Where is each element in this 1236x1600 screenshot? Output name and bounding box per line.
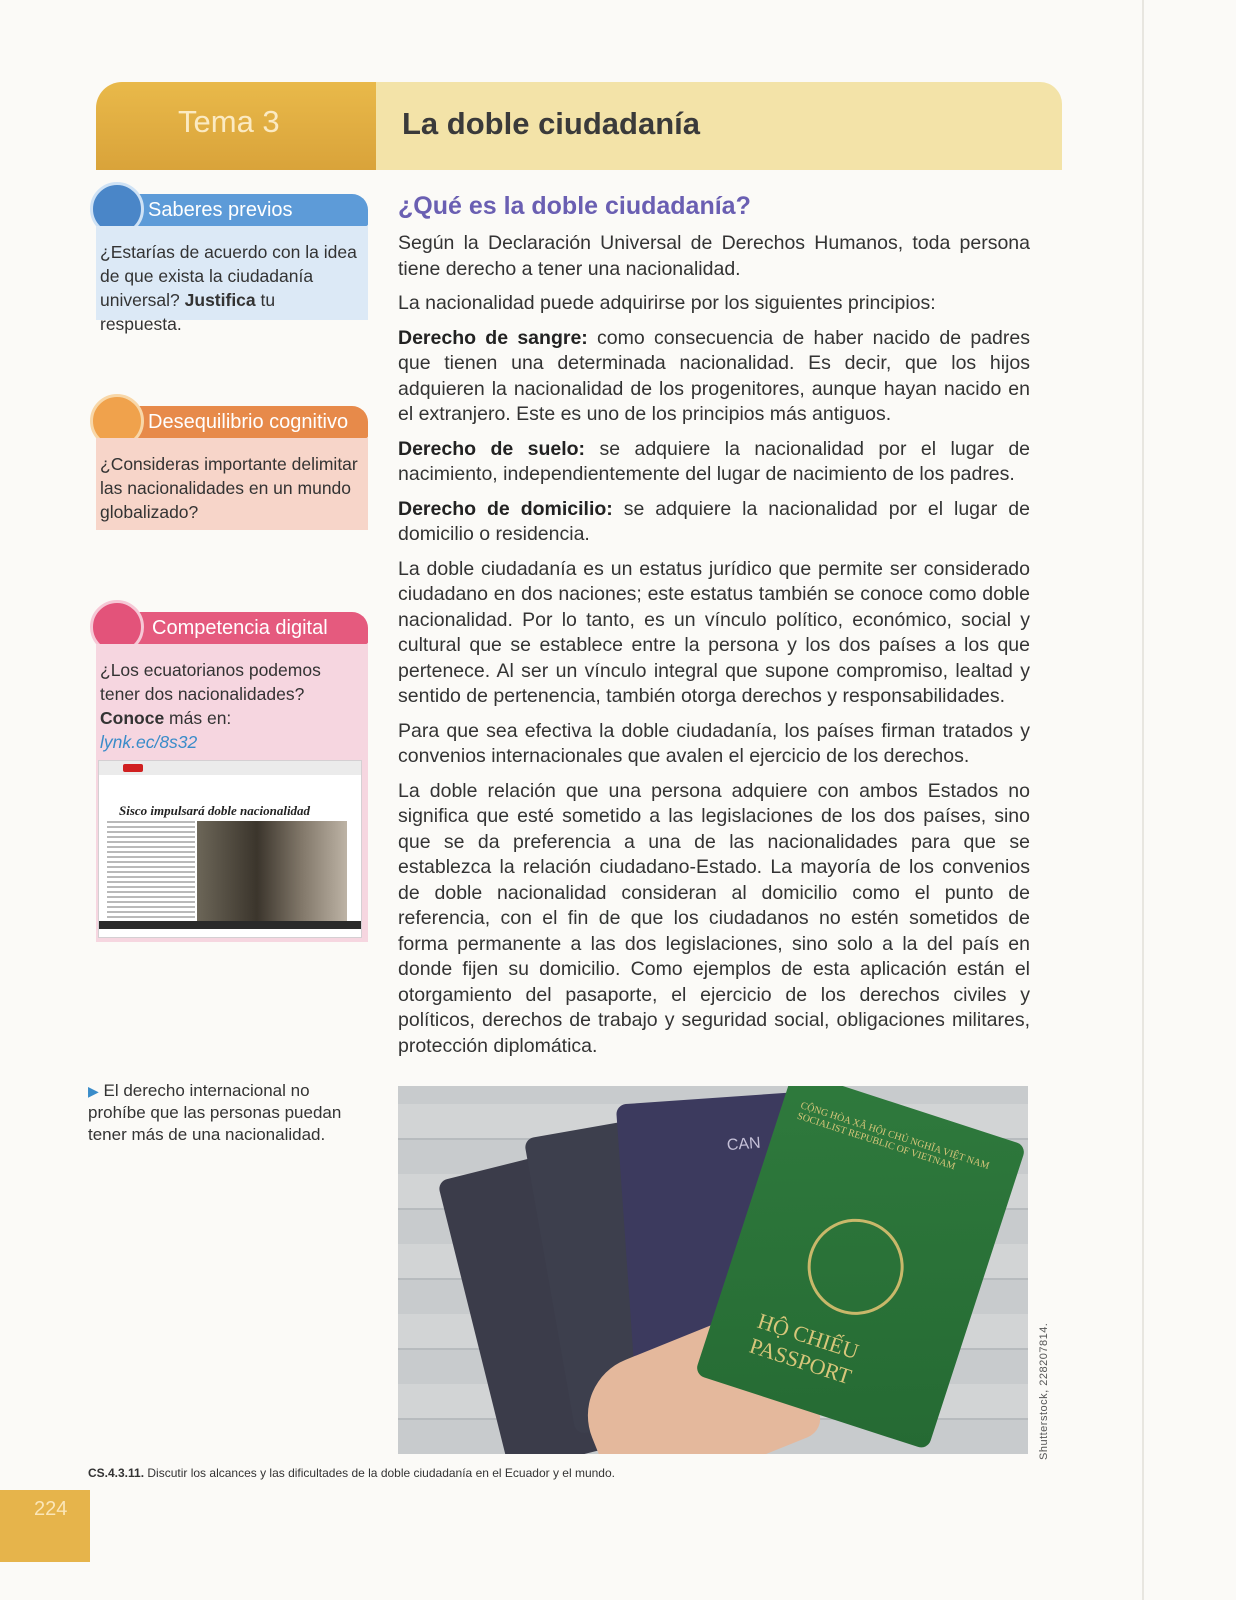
- page-number-block: [0, 1490, 90, 1562]
- header-band: [96, 82, 1062, 170]
- tema-label-block: [96, 82, 376, 170]
- section-heading: ¿Qué es la doble ciudadanía?: [398, 192, 751, 220]
- triangle-bullet-icon: ▶: [88, 1083, 99, 1099]
- video-thumbnail[interactable]: [98, 760, 362, 938]
- footer-text: Discutir los alcances y las dificultades de la doble ciudadanía en el Ecuador y el mundo.: [144, 1466, 615, 1480]
- emblem-icon: [795, 1206, 916, 1327]
- p3-text: como consecuencia de haber nacido de padres que tienen una determinada nacionalidad. Es decir, que los hijos adquieren la nacionalidad de los progenitores, aunque hayan nacido en el extranjero. Este es uno de los principios más antiguos.: [398, 326, 1030, 425]
- paragraph-5: [398, 497, 1030, 548]
- competencia-text-post: más en:: [164, 708, 232, 728]
- side-note: [88, 1080, 358, 1146]
- passport-vietnam-label: HỘ CHIẾU PASSPORT: [746, 1308, 862, 1390]
- competencia-text: [96, 644, 368, 754]
- saberes-previos-title: Saberes previos: [148, 199, 293, 221]
- paragraph-7: Para que sea efectiva la doble ciudadanía, los países firman tratados y convenios internacionales que avalen el ejercicio de los derechos.: [398, 719, 1030, 767]
- news-text-lines: [107, 821, 195, 921]
- footer-objective: [88, 1466, 615, 1480]
- competencia-box: [96, 612, 368, 942]
- competencia-link[interactable]: lynk.ec/8s32: [100, 732, 198, 752]
- passports-photo: [398, 1086, 1028, 1454]
- saberes-previos-body: [96, 226, 368, 334]
- saberes-text-pre: ¿Estarías de acuerdo con la idea de que exista la ciudadanía universal?: [100, 242, 357, 310]
- paragraph-8: La doble relación que una persona adquiere con ambos Estados no significa que esté sometido a las legislaciones de los dos países, sino que se da preferencia a una de las nacionalidades para que se establezca la relación ciudadano-Estado. La mayoría de los convenios de doble nacionalidad consideran al domicilio como el punto de referencia, con el fin de que los ciudadanos no estén sometidos de forma permanente a las dos legislaciones, sino solo a la del país en donde fijen su domicilio. Como ejemplos de esta aplicación están el otorgamiento del pasaporte, el ejercicio de los derechos civiles y políticos, derechos de trabajo y seguridad social, obligaciones militares, protección diplomática.: [398, 779, 1030, 1057]
- news-headline: Sisco impulsará doble nacionalidad: [119, 803, 311, 818]
- competencia-title: Competencia digital: [152, 617, 328, 639]
- p5-term: Derecho de domicilio:: [398, 497, 613, 520]
- paragraph-1: Según la Declaración Universal de Derechos Humanos, toda persona tiene derecho a tener una nacionalidad.: [398, 232, 1030, 280]
- desequilibrio-text: ¿Consideras importante delimitar las nacionalidades en un mundo globalizado?: [100, 454, 358, 522]
- competencia-text-bold: Conoce: [100, 708, 165, 728]
- saberes-text-post: tu respuesta.: [100, 290, 276, 334]
- main-content: [398, 192, 1030, 1068]
- p3-term: Derecho de sangre:: [398, 326, 588, 349]
- paragraph-2: La nacionalidad puede adquirirse por los siguientes principios:: [398, 292, 936, 314]
- photo-credit: Shutterstock, 228207814.: [1038, 1322, 1050, 1460]
- tema-label: Tema 3: [178, 104, 280, 139]
- saberes-previos-text: [96, 226, 368, 336]
- footer-code: CS.4.3.11.: [88, 1466, 145, 1480]
- competencia-body: [96, 644, 368, 942]
- side-note-text: El derecho internacional no prohíbe que las personas puedan tener más de una nacionalidad.: [88, 1081, 342, 1144]
- paragraph-4: [398, 437, 1030, 488]
- page-number: 224: [34, 1498, 68, 1520]
- paragraph-3: [398, 326, 1030, 428]
- competencia-text-pre: ¿Los ecuatorianos podemos tener dos nacionalidades?: [100, 660, 321, 704]
- passport-vietnam-top-text: CỘNG HÒA XÃ HỘI CHỦ NGHĨA VIỆT NAM SOCIALIST REPUBLIC OF VIETNAM: [795, 1100, 991, 1173]
- p4-text: se adquiere la nacionalidad por el lugar de nacimiento, independientemente del lugar de nacimiento de los padres.: [398, 437, 1031, 485]
- p4-term: Derecho de suelo:: [398, 437, 586, 460]
- desequilibrio-title: Desequilibrio cognitivo: [148, 411, 349, 433]
- news-photo: [197, 821, 347, 921]
- page-title: La doble ciudadanía: [402, 106, 700, 141]
- title-block: [376, 82, 1062, 170]
- desequilibrio-body: [96, 438, 368, 530]
- saberes-previos-box: [96, 194, 368, 334]
- video-top-bar: [99, 761, 361, 775]
- video-controls-bar[interactable]: [99, 921, 361, 929]
- page-edge: [1142, 0, 1144, 1600]
- desequilibrio-box: [96, 406, 368, 530]
- paragraph-6: La doble ciudadanía es un estatus jurídico que permite ser considerado ciudadano en dos naciones; este estatus también se conoce como doble nacionalidad. Por lo tanto, es un vínculo político, económico, social y cultural que se establece entre la persona y los dos países a los que pertenece. Al ser un vínculo integral que supone compromiso, lealtad y sentido de pertenencia, también otorga derechos y responsabilidades.: [398, 557, 1030, 707]
- p5-text: se adquiere la nacionalidad por el lugar de domicilio o residencia.: [398, 497, 1030, 545]
- passport-canada-text: CAN: [726, 1134, 762, 1155]
- youtube-logo-icon: [123, 764, 143, 772]
- saberes-text-bold: Justifica: [184, 290, 256, 310]
